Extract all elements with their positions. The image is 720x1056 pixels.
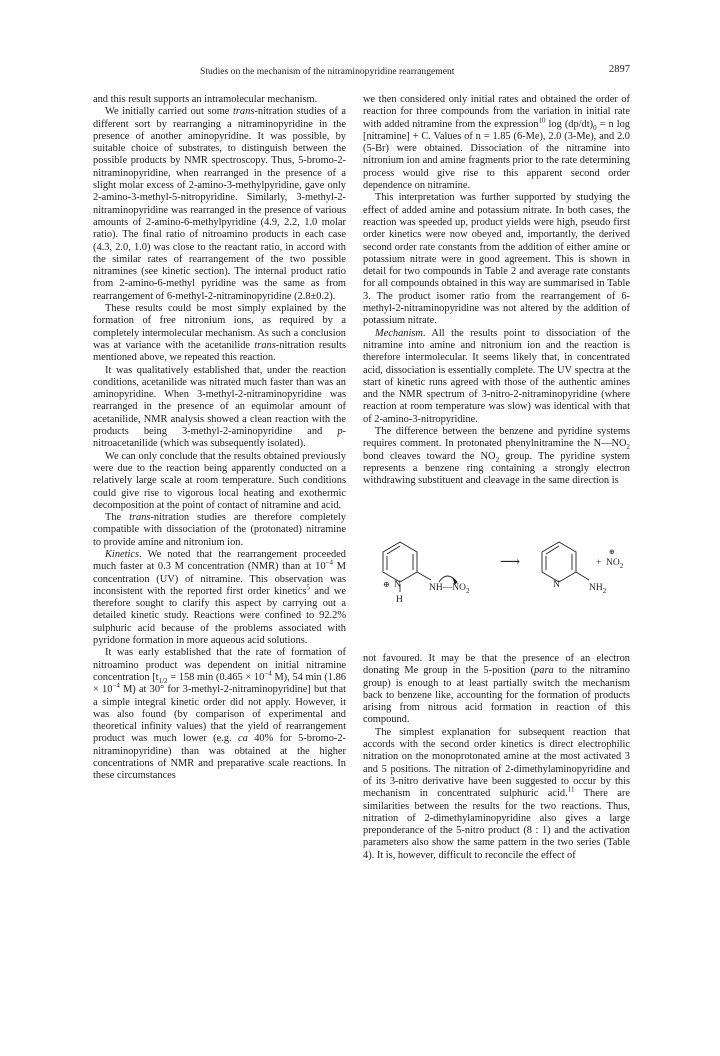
reactant-h-label: H xyxy=(396,595,403,605)
paragraph: and this result supports an intramolecular mechanism. xyxy=(93,94,318,105)
reaction-scheme xyxy=(363,532,630,648)
product-pyridine-ring xyxy=(542,542,576,582)
reactant-pyridine-ring xyxy=(383,542,417,582)
paragraph: These results could be most simply explained by the formation of free nitronium ions, as required by a completely intermolecular mechanism. As such a conclusion was at variance with the acetanilide trans-nitration results mentioned above, we repeated this reaction. xyxy=(93,303,346,364)
right-column xyxy=(363,94,630,488)
reactant-substituent-label: $NH—NO_2$ xyxy=(429,583,470,595)
reactant-ring-n-label: N xyxy=(394,580,401,590)
paragraph: The simplest explanation for subsequent reaction that accords with the second order kinetics is direct electrophilic nitration on the monoprotonated amine at the most activated 3 and 5 positions. The nitration of 2-dimethylaminopyridine and of its 3-nitro derivative have been suggested to occur by this mechanism in concentrated sulphuric acid.$^{11}$ There are similarities between the results for the two reactions. Thus, nitration of 2-dimethylaminopyridine also gives a large preponderance of the 5-nitro product (8 : 1) and the activation parameters also show the same pattern in the two series (Table 4). It is, however, difficult to reconcile the effect of xyxy=(363,726,630,861)
nitronium-label: $NO_2$ xyxy=(606,558,624,570)
paragraph: Mechanism. All the results point to dissociation of the nitramine into amine and nitronium ion and the reaction is therefore intermolecular. It seems likely that, in concentrated acid, dissociation is essentially complete. The UV spectra at the start of kinetic runs agreed with those of the authentic amines and the NMR spectrum of 3-nitro-2-nitraminopyridine (where reaction at room temperature was slow) was identical with that of 2-amino-3-nitropyridine. xyxy=(363,327,630,425)
paragraph: We initially carried out some trans-nitration studies of a different sort by rearranging a nitraminopyridine in the presence of another aminopyridine. It was possible, by suitable choice of substrates, to distinguish between the possible products by NMR spectroscopy. Thus, 5-bromo-2-nitraminopyridine, when rearranged in the presence of a slight molar excess of 2-amino-3-methylpyridine, gave only 2-amino-3-methyl-5-nitropyridine. Similarly, 3-methyl-2-nitraminopyridine was rearranged in the presence of various amounts of 2-amino-6-methylpyridine (4.9, 2.2, 1.0 molar ratio). The final ratio of nitroamino products in each case (4.3, 2.0, 1.0) was close to the reactant ratio, in accord with the similar rates of rearrangement of the two possible nitramines (see kinetic section). The internal product ratio from 2-amino-6-methyl pyridine was the same as from rearrangement of 6-methyl-2-nitraminopyridine (2.8±0.2). xyxy=(93,106,346,302)
paragraph: This interpretation was further supported by studying the effect of added amine and potassium nitrate. In both cases, the reaction was speeded up, product yields were high, pseudo first order kinetics were now obeyed and, importantly, the derived second order rate constants from the addition of either amine or potassium nitrate were in good agreement. This is shown in detail for two compounds in Table 2 and average rate constants for all compounds obtained in this way are summarised in Table 3. The product isomer ratio from the rearrangement of 6-methyl-2-nitraminopyridine was not altered by the addition of potassium nitrate. xyxy=(363,192,630,327)
ring-nh-bond xyxy=(417,572,431,580)
product-substituent-label: $NH_2$ xyxy=(589,583,607,595)
paragraph: It was early established that the rate of formation of nitroamino product was dependent on initial nitramine concentration [$t_{1/2} = 158$ $\min (0.465 \times 10^{-4}$ M), 54 $\min (1.86 \times 10^{-4}$ M) at 30° for 3-methyl-2-nitraminopyridine] but that a simple integral kinetic order did not apply. However, it was also found (by comparison of experimental and theoretical infinity values) that the yield of rearrangement product was much lower (e.g. ca 40% for 5-bromo-2-nitraminopyridine) than was obtained at the higher concentrations of NMR and preparative scale reactions. In these circumstances xyxy=(93,647,347,782)
page-number: 2897 xyxy=(609,64,630,75)
paragraph: The difference between the benzene and pyridine systems requires comment. In protonated phenylnitramine the $N—NO_2$ bond cleaves toward the $NO_2$ group. The pyridine system represents a benzene ring containing a strongly electron withdrawing substituent and cleavage in the same direction is xyxy=(363,426,630,487)
reaction-scheme-svg xyxy=(363,532,630,648)
reaction-arrow: ⟶ xyxy=(500,555,521,570)
paragraph: It was qualitatively established that, under the reaction conditions, acetanilide was nitrated much faster than was an aminopyridine. When 3-methyl-2-nitraminopyridine was rearranged in the presence of an equimolar amount of acetanilide, NMR analysis showed a clean reaction with the products being 3-methyl-2-aminopyridine and p-nitroacetanilide (which was subsequently isolated). xyxy=(93,364,346,450)
running-title: Studies on the mechanism of the nitraminopyridine rearrangement xyxy=(200,66,455,77)
plus-sign: + xyxy=(596,558,602,568)
paragraph: Kinetics. We noted that the rearrangement proceeded much faster at 0.3 M concentration (NMR) than at $10^{-4}$ M concentration (UV) of nitramine. This observation was inconsistent with the reported first order kinetics$^5$ and we therefore sought to clarify this aspect by carrying out a detailed kinetic study. Reactions were confined to 92.2% sulphuric acid because of the problems associated with pyridone formation in more aqueous acid solutions. xyxy=(93,548,346,647)
product-ring-n-label: N xyxy=(553,580,560,590)
right-column-bottom xyxy=(363,653,630,862)
paragraph: we then considered only initial rates and obtained the order of reaction for three compounds from the variation in initial rate with added nitramine from the expression$^{10}$ $\log (dp/dt)_0 = n$ log [nitramine] + C. Values of n = 1.85 (6-Me), 2.0 (3-Me), and 2.0 (5-Br) were obtained. Dissociation of the nitramine into nitronium ion and amine fragments prior to the rate determining process would give rise to this apparent second order dependence on nitramine. xyxy=(363,94,630,192)
paragraph: not favoured. It may be that the presence of an electron donating Me group in the 5-position (para to the nitramino group) is enough to at least partially switch the mechanism back to benzene like, accounting for the formation of products arising from nitrous acid formation in reaction of this compound. xyxy=(363,653,630,726)
paragraph: The trans-nitration studies are therefore completely compatible with dissociation of the (protonated) nitramine to provide amine and nitronium ion. xyxy=(93,512,346,548)
reactant-charge-symbol: ⊕ xyxy=(383,580,390,589)
left-column xyxy=(93,94,346,783)
paragraph: We can only conclude that the results obtained previously were due to the reaction being apparently conducted on a relatively large scale at room temperature. Such conditions could give rise to vigorous local heating and exothermic decomposition at the point of contact of nitramine and acid. xyxy=(93,450,346,511)
nitronium-charge-symbol: ⊕ xyxy=(609,548,615,556)
